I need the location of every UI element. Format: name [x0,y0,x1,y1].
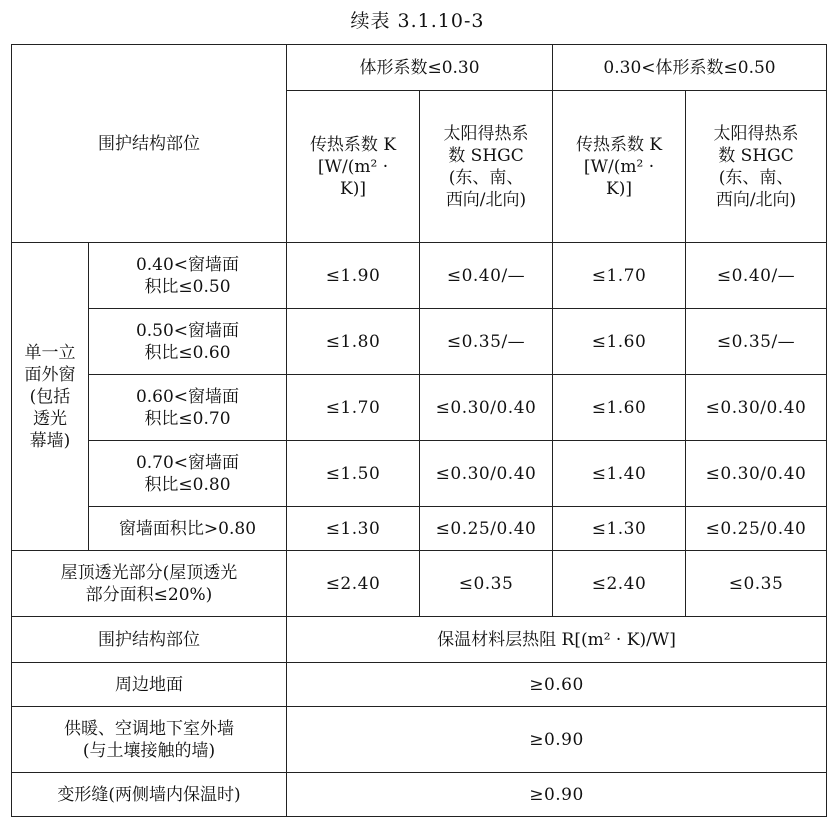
shgc-value [686,309,827,375]
k-value [287,507,420,551]
ratio-text: 0.70<窗墙面 积比≤0.80 [135,452,240,495]
table-row [12,441,827,507]
insulation-value [287,707,827,773]
shgc-value-text: ≤0.35 [458,573,514,594]
roof-label-text: 屋顶透光部分(屋顶透光 部分面积≤20%) [60,562,238,605]
insulation-part-label [12,617,287,663]
insulation-label-text: 周边地面 [115,674,183,695]
k-value [553,441,686,507]
insulation-value [287,773,827,817]
header-group1-text: 体形系数≤0.30 [359,57,480,78]
ratio-cell [89,309,287,375]
table-row [12,507,827,551]
roof-row [12,551,827,617]
insulation-label [12,707,287,773]
insulation-value-text: ≥0.90 [529,784,584,805]
insulation-r-label [287,617,827,663]
window-group-label-text: 单一立 面外窗 (包括 透光 幕墙) [24,342,76,451]
header-k-1-text: 传热系数 K [W/(m² · K)] [309,134,397,199]
table-row [12,243,827,309]
k-value [287,375,420,441]
header-shgc-1 [420,91,553,243]
k-value-text: ≤1.50 [325,463,381,484]
shgc-value [686,551,827,617]
ratio-cell [89,243,287,309]
header-shgc-2 [686,91,827,243]
shgc-value [420,309,553,375]
k-value-text: ≤2.40 [591,573,647,594]
header-k-1 [287,91,420,243]
k-value [553,309,686,375]
table-row [12,375,827,441]
shgc-value [686,375,827,441]
shgc-value-text: ≤0.35/— [716,331,796,352]
k-value [287,441,420,507]
insulation-label-text: 供暖、空调地下室外墙 (与土壤接触的墙) [64,718,234,761]
insulation-part-label-text: 围护结构部位 [98,629,200,650]
insulation-label-text: 变形缝(两侧墙内保温时) [57,784,241,805]
k-value-text: ≤1.60 [591,331,647,352]
k-value [553,375,686,441]
shgc-value [686,441,827,507]
k-value-text: ≤1.30 [591,518,647,539]
shgc-value [420,375,553,441]
k-value-text: ≤1.40 [591,463,647,484]
header-part-label-text: 围护结构部位 [98,133,200,154]
ratio-cell [89,507,287,551]
k-value [553,551,686,617]
ratio-cell [89,375,287,441]
insulation-label [12,663,287,707]
ratio-cell [89,441,287,507]
ratio-text: 0.40<窗墙面 积比≤0.50 [135,254,240,297]
k-value-text: ≤1.30 [325,518,381,539]
table-row [12,663,827,707]
shgc-value-text: ≤0.30/0.40 [435,463,537,484]
k-value-text: ≤1.90 [325,265,381,286]
k-value [553,507,686,551]
shgc-value [420,441,553,507]
header-shgc-1-text: 太阳得热系 数 SHGC (东、南、 西向/北向) [443,123,529,210]
k-value [287,243,420,309]
k-value [553,243,686,309]
insulation-value-text: ≥0.60 [529,674,584,695]
ratio-text: 窗墙面积比>0.80 [118,518,257,539]
insulation-value-text: ≥0.90 [529,729,584,750]
k-value [287,551,420,617]
k-value-text: ≤2.40 [325,573,381,594]
header-group1 [287,45,553,91]
k-value-text: ≤1.70 [325,397,381,418]
header-k-2-text: 传热系数 K [W/(m² · K)] [575,134,663,199]
shgc-value-text: ≤0.25/0.40 [435,518,537,539]
window-group-label [12,243,89,551]
roof-label [12,551,287,617]
shgc-value [420,551,553,617]
header-shgc-2-text: 太阳得热系 数 SHGC (东、南、 西向/北向) [713,123,799,210]
k-value-text: ≤1.60 [591,397,647,418]
shgc-value-text: ≤0.40/— [446,265,526,286]
shgc-value-text: ≤0.30/0.40 [435,397,537,418]
k-value-text: ≤1.80 [325,331,381,352]
header-group2-text: 0.30<体形系数≤0.50 [603,57,776,78]
shgc-value-text: ≤0.35 [728,573,784,594]
shgc-value-text: ≤0.35/— [446,331,526,352]
shgc-value-text: ≤0.40/— [716,265,796,286]
header-k-2 [553,91,686,243]
shgc-value [420,507,553,551]
insulation-label [12,773,287,817]
shgc-value-text: ≤0.30/0.40 [705,463,807,484]
header-row-groups [12,45,827,91]
shgc-value [686,243,827,309]
shgc-value [686,507,827,551]
table-caption: 续表 3.1.10-3 [350,10,485,32]
shgc-value-text: ≤0.25/0.40 [705,518,807,539]
ratio-text: 0.50<窗墙面 积比≤0.60 [135,320,240,363]
ratio-text: 0.60<窗墙面 积比≤0.70 [135,386,240,429]
table-row [12,309,827,375]
insulation-value [287,663,827,707]
insulation-header-row [12,617,827,663]
insulation-r-label-text: 保温材料层热阻 R[(m² · K)/W] [437,629,676,650]
thermal-performance-table [11,44,827,817]
shgc-value-text: ≤0.30/0.40 [705,397,807,418]
header-group2 [553,45,827,91]
header-part-label [12,45,287,243]
table-row [12,773,827,817]
shgc-value [420,243,553,309]
table-row [12,707,827,773]
k-value-text: ≤1.70 [591,265,647,286]
k-value [287,309,420,375]
